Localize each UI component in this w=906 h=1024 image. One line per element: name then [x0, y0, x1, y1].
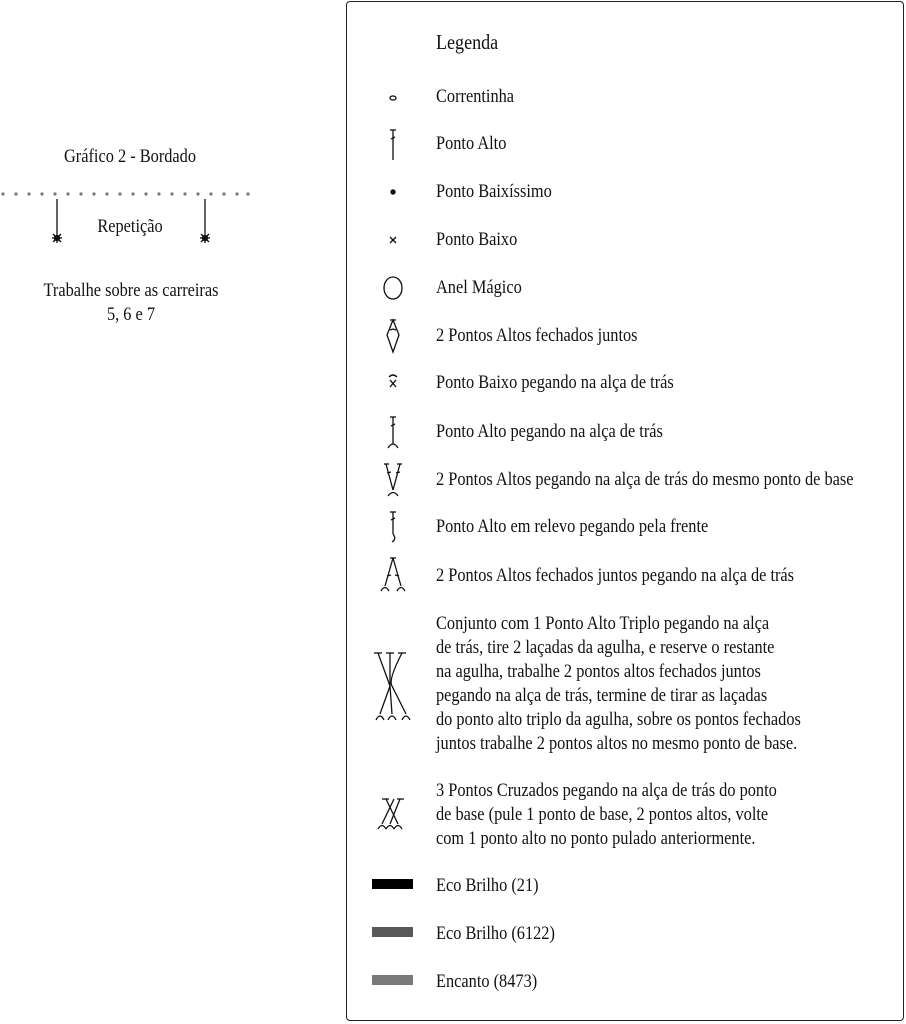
instruction-line-1: Trabalhe sobre as carreiras — [43, 280, 219, 301]
legend-label-single-crochet: Ponto Baixo — [436, 229, 518, 250]
dc2tog-icon — [370, 318, 416, 354]
legend-label-dc2tog: 2 Pontos Altos fechados juntos — [436, 325, 638, 346]
legend-label-dc-back-loop: Ponto Alto pegando na alça de trás — [436, 421, 663, 442]
chain-icon — [370, 88, 416, 108]
swatch-encanto-8473 — [372, 975, 413, 985]
legend-label-chain: Correntinha — [436, 86, 515, 107]
legend-label-dc2tog-back-loop: 2 Pontos Altos fechados juntos pegando na alça de trás — [436, 565, 795, 586]
sc-back-loop-icon — [370, 372, 416, 394]
complex-line-6: juntos trabalhe 2 pontos altos no mesmo ponto de base. — [436, 733, 798, 754]
magic-ring-icon — [370, 275, 416, 301]
legend-panel — [346, 1, 904, 1021]
crossed-stitches-icon — [370, 796, 416, 832]
crossed-line-2: de base (pule 1 ponto de base, 2 pontos altos, volte — [436, 804, 769, 825]
double-crochet-icon — [370, 128, 416, 162]
dc-back-loop-icon — [370, 415, 416, 449]
slip-stitch-icon — [370, 182, 416, 202]
legend-label-slip-stitch: Ponto Baixíssimo — [436, 181, 552, 202]
color-label-encanto-8473: Encanto (8473) — [436, 971, 538, 992]
complex-line-5: do ponto alto triplo da agulha, sobre os pontos fechados — [436, 709, 801, 730]
swatch-eco-brilho-21 — [372, 879, 413, 889]
crossed-line-3: com 1 ponto alto no ponto pulado anteriormente. — [436, 828, 756, 849]
legend-label-magic-ring: Anel Mágico — [436, 277, 522, 298]
instruction-line-2: 5, 6 e 7 — [106, 304, 156, 325]
front-post-dc-icon — [370, 510, 416, 544]
legend-label-sc-back-loop: Ponto Baixo pegando na alça de trás — [436, 372, 674, 393]
legend-title: Legenda — [436, 30, 499, 54]
color-label-eco-brilho-6122: Eco Brilho (6122) — [436, 923, 555, 944]
color-label-eco-brilho-21: Eco Brilho (21) — [436, 875, 539, 896]
complex-line-4: pegando na alça de trás, termine de tirar as laçadas — [436, 685, 768, 706]
complex-line-3: na agulha, trabalhe 2 pontos altos fechados juntos — [436, 661, 761, 682]
dc2tog-back-loop-icon — [370, 556, 416, 594]
treble-cluster-icon — [370, 650, 416, 722]
crossed-line-1: 3 Pontos Cruzados pegando na alça de trás do ponto — [436, 780, 777, 801]
single-crochet-icon — [370, 230, 416, 250]
chart-title: Gráfico 2 - Bordado — [63, 146, 197, 167]
dc-increase-back-loop-icon — [370, 462, 416, 498]
repeat-label: Repetição — [97, 216, 163, 237]
legend-label-dc-increase: 2 Pontos Altos pegando na alça de trás do mesmo ponto de base — [436, 469, 854, 490]
chain-dots-row — [1, 192, 249, 195]
complex-line-1: Conjunto com 1 Ponto Alto Triplo pegando na alça — [436, 613, 770, 634]
swatch-eco-brilho-6122 — [372, 927, 413, 937]
legend-label-double-crochet: Ponto Alto — [436, 133, 507, 154]
complex-line-2: de trás, tire 2 laçadas da agulha, e reserve o restante — [436, 637, 775, 658]
legend-label-front-post-dc: Ponto Alto em relevo pegando pela frente — [436, 516, 709, 537]
